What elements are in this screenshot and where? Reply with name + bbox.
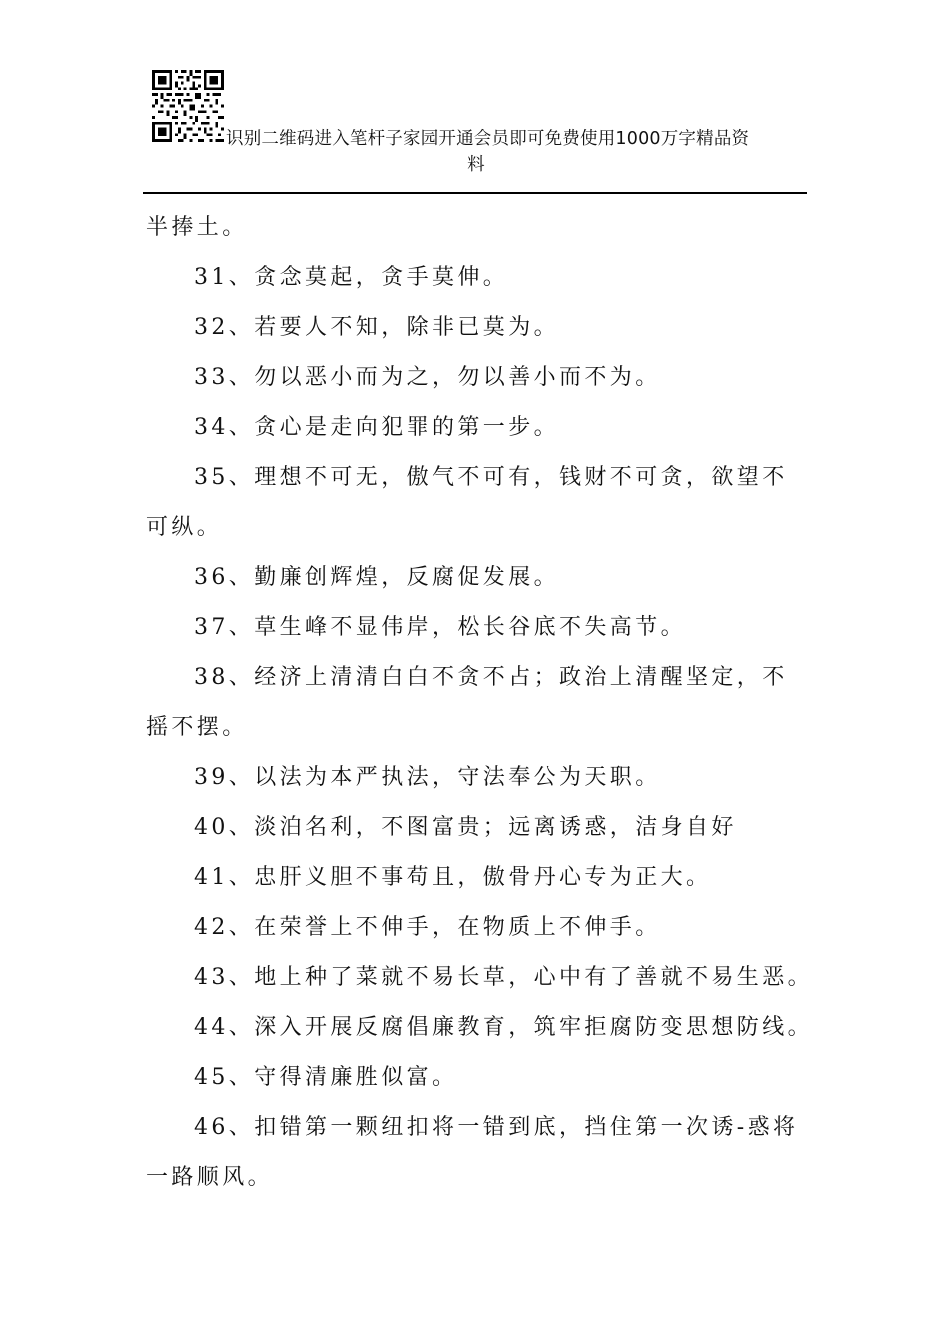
text-line: 43、地上种了菜就不易长草，心中有了善就不易生恶。 (194, 965, 813, 990)
header-banner-line1: 识别二维码进入笔杆子家园开通会员即可免费使用1000万字精品资 (226, 129, 750, 149)
document-body (146, 203, 813, 1203)
text-line: 摇不摆。 (146, 715, 248, 740)
text-line: 41、忠肝义胆不事苟且，傲骨丹心专为正大。 (194, 865, 712, 890)
text-line: 31、贪念莫起，贪手莫伸。 (194, 265, 509, 290)
text-line: 32、若要人不知，除非已莫为。 (194, 315, 559, 340)
text-line: 可纵。 (146, 515, 223, 540)
text-line: 半捧土。 (146, 215, 248, 240)
text-line: 44、深入开展反腐倡廉教育，筑牢拒腐防变思想防线。 (194, 1015, 813, 1040)
text-line: 42、在荣誉上不伸手，在物质上不伸手。 (194, 915, 661, 940)
text-line: 39、以法为本严执法，守法奉公为天职。 (194, 765, 661, 790)
text-line: 33、勿以恶小而为之，勿以善小而不为。 (194, 365, 661, 390)
text-line: 40、淡泊名利，不图富贵；远离诱惑，洁身自好 (194, 815, 737, 840)
text-line: 38、经济上清清白白不贪不占；政治上清醒坚定，不 (194, 665, 788, 690)
header-divider (143, 192, 807, 194)
text-line: 37、草生峰不显伟岸，松长谷底不失高节。 (194, 615, 686, 640)
header-banner (226, 126, 806, 178)
qr-code-icon[interactable] (152, 70, 224, 142)
text-line: 35、理想不可无，傲气不可有，钱财不可贪，欲望不 (194, 465, 788, 490)
text-line: 36、勤廉创辉煌，反腐促发展。 (194, 565, 559, 590)
text-line: 46、扣错第一颗纽扣将一错到底，挡住第一次诱-惑将 (194, 1115, 799, 1140)
text-line: 45、守得清廉胜似富。 (194, 1065, 458, 1090)
text-line: 一路顺风。 (146, 1165, 274, 1190)
header-banner-line2: 料 (467, 155, 485, 175)
text-line: 34、贪心是走向犯罪的第一步。 (194, 415, 559, 440)
